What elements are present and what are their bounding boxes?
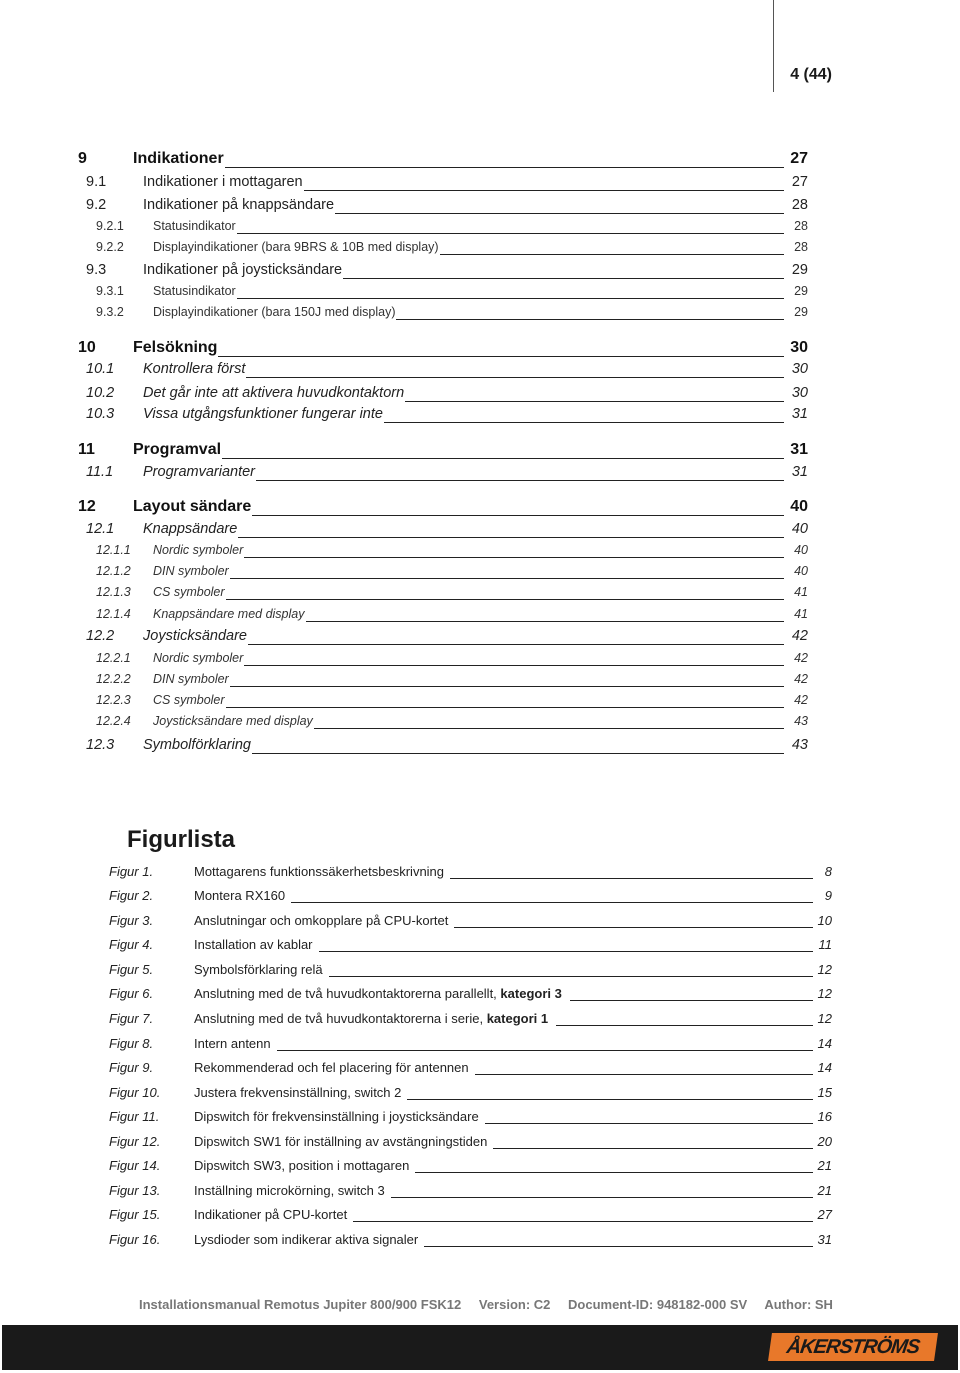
toc-entry[interactable] [0,498,960,518]
figure-title [194,986,562,1001]
figure-page: 12 [817,962,832,977]
toc-leader-line [244,665,784,666]
toc-page: 28 [794,219,808,233]
figure-title [194,1232,418,1247]
figure-title-text: Anslutningar och omkopplare på CPU-kortet [194,913,449,928]
figure-title-text: Mottagarens funktionssäkerhetsbeskrivning [194,864,445,879]
toc-page: 28 [791,197,808,213]
toc-leader-line [246,377,784,378]
figure-leader-line [415,1172,813,1173]
figure-page: 21 [817,1158,832,1173]
figure-leader-line [353,1221,813,1222]
toc-leader-line [304,190,784,191]
toc-page: 28 [794,240,808,254]
toc-entry[interactable] [0,361,960,381]
figure-entry[interactable] [0,1085,960,1105]
toc-entry[interactable] [0,585,960,605]
toc-leader-line [314,728,784,729]
figure-label: Figur 8. [109,1036,154,1051]
toc-number: 10.1 [86,361,115,377]
toc-page: 30 [791,361,808,377]
toc-leader-line [306,621,785,622]
toc-title: DIN symboler [153,672,229,686]
toc-entry[interactable] [0,197,960,217]
figure-leader-line [407,1099,813,1100]
toc-page: 42 [791,628,808,644]
toc-title: Indikationer [133,150,224,167]
figure-leader-line [424,1246,813,1247]
figure-label: Figur 6. [109,986,154,1001]
figure-label: Figur 5. [109,962,154,977]
toc-title: Joysticksändare med display [153,714,313,728]
toc-entry[interactable] [0,693,960,713]
figure-label: Figur 4. [109,937,154,952]
figure-leader-line [450,878,813,879]
toc-page: 31 [790,441,808,458]
toc-title: Kontrollera först [143,361,246,377]
toc-leader-line [230,578,784,579]
toc-leader-line [256,480,784,481]
figure-leader-line [556,1025,813,1026]
figure-entry[interactable] [0,1158,960,1178]
toc-entry[interactable] [0,714,960,734]
toc-title: Knappsändare med display [153,607,305,621]
toc-leader-line [244,557,784,558]
figure-title-text: Symbolsförklaring relä [194,962,323,977]
toc-number: 12.1.3 [96,585,131,599]
figure-label: Figur 12. [109,1134,161,1149]
toc-entry[interactable] [0,464,960,484]
figure-title [194,913,448,928]
figure-entry[interactable] [0,1207,960,1227]
figure-title-text: Inställning microkörning, switch 3 [194,1183,385,1198]
toc-number: 12.2.4 [96,714,131,728]
figure-entry[interactable] [0,986,960,1006]
figure-category: kategori 3 [500,986,562,1001]
toc-number: 9 [78,150,87,167]
figure-leader-line [485,1123,813,1124]
figure-leader-line [493,1148,813,1149]
figure-leader-line [329,976,813,977]
toc-number: 11.1 [86,464,114,480]
figure-page: 27 [817,1207,832,1222]
figure-page: 15 [817,1085,832,1100]
figure-title-text: Indikationer på CPU-kortet [194,1207,348,1222]
toc-leader-line [405,401,784,402]
toc-entry[interactable] [0,174,960,194]
toc-page: 29 [791,262,808,278]
figure-page: 16 [817,1109,832,1124]
footer-author: Author: SH [764,1297,833,1312]
figure-entry[interactable] [0,962,960,982]
figure-title-text: Intern antenn [194,1036,271,1051]
toc-title: Felsökning [133,339,218,356]
footer [139,1297,847,1312]
figure-label: Figur 13. [109,1183,161,1198]
toc-title: Det går inte att aktivera huvudkontaktorn [143,385,405,401]
toc-title: Joysticksändare [143,628,247,644]
figure-page: 14 [817,1036,832,1051]
toc-leader-line [237,298,784,299]
toc-title: Knappsändare [143,521,238,537]
header-divider [773,0,774,92]
toc-title: Layout sändare [133,498,252,515]
figure-label: Figur 7. [109,1011,154,1026]
toc-title: Indikationer på knappsändare [143,197,335,213]
toc-title: Vissa utgångsfunktioner fungerar inte [143,406,383,422]
toc-number: 12.2.3 [96,693,131,707]
toc-leader-line [225,167,784,168]
figure-label: Figur 9. [109,1060,154,1075]
figure-title-text: Montera RX160 [194,888,286,903]
toc-leader-line [440,254,784,255]
figure-label: Figur 1. [109,864,154,879]
toc-title: Nordic symboler [153,543,244,557]
toc-number: 11 [78,441,95,458]
figure-page: 9 [824,888,832,903]
toc-entry[interactable] [0,651,960,671]
toc-page: 29 [794,305,808,319]
toc-leader-line [384,422,784,423]
figure-title [194,1158,409,1173]
toc-number: 12.1.4 [96,607,131,621]
toc-title: Symbolförklaring [143,737,251,753]
toc-title: Programvarianter [143,464,256,480]
figure-page: 11 [818,937,832,952]
toc-title: Displayindikationer (bara 150J med display) [153,305,396,319]
figure-page: 10 [817,913,832,928]
toc-page: 42 [794,672,808,686]
toc-entry[interactable] [0,564,960,584]
toc-number: 12 [78,498,96,515]
figure-title-text: Anslutning med de två huvudkontaktorerna i serie, [194,1011,484,1026]
toc-entry[interactable] [0,219,960,239]
figure-leader-line [277,1050,813,1051]
toc-page: 30 [790,339,808,356]
toc-leader-line [335,213,784,214]
toc-page: 29 [794,284,808,298]
toc-entry[interactable] [0,406,960,426]
toc-leader-line [230,686,784,687]
toc-leader-line [396,319,784,320]
toc-entry[interactable] [0,240,960,260]
figure-entry[interactable] [0,1134,960,1154]
figure-entry[interactable] [0,1060,960,1080]
toc-leader-line [238,537,784,538]
toc-title: CS symboler [153,585,225,599]
figure-title [194,1134,487,1149]
figure-leader-line [570,1000,814,1001]
figure-title [194,937,313,952]
toc-number: 12.3 [86,737,115,753]
figure-entry[interactable] [0,1011,960,1031]
toc-number: 12.1 [86,521,115,537]
toc-number: 10.2 [86,385,115,401]
toc-number: 12.1.2 [96,564,131,578]
toc-leader-line [343,278,784,279]
figure-title-text: Dipswitch SW1 för inställning av avstängningstiden [194,1134,488,1149]
figure-label: Figur 14. [109,1158,161,1173]
toc-title: Programval [133,441,222,458]
toc-number: 9.3 [86,262,107,278]
figure-title [194,888,285,903]
toc-entry[interactable] [0,150,960,170]
toc-page: 27 [791,174,808,190]
figure-page: 31 [817,1232,832,1247]
figure-entry[interactable] [0,1109,960,1129]
toc-leader-line [252,515,784,516]
figure-label: Figur 11. [109,1109,160,1124]
footer-docid: Document-ID: 948182-000 SV [568,1297,748,1312]
figure-entry[interactable] [0,1036,960,1056]
toc-page: 40 [794,543,808,557]
toc-leader-line [226,707,784,708]
figure-leader-line [454,927,813,928]
figure-page: 8 [824,864,832,879]
toc-entry[interactable] [0,672,960,692]
toc-number: 12.2.1 [96,651,131,665]
figure-entry[interactable] [0,937,960,957]
toc-number: 12.2.2 [96,672,131,686]
toc-page: 42 [794,651,808,665]
toc-title: Nordic symboler [153,651,244,665]
toc-title: Statusindikator [153,219,236,233]
figure-title [194,1109,479,1124]
figure-title-text: Dipswitch för frekvensinställning i joysticksändare [194,1109,479,1124]
toc-entry[interactable] [0,305,960,325]
toc-page: 43 [791,737,808,753]
figure-leader-line [291,902,813,903]
toc-entry[interactable] [0,521,960,541]
toc-number: 10 [78,339,96,356]
figure-title [194,1011,548,1026]
figure-leader-line [391,1197,813,1198]
toc-entry[interactable] [0,607,960,627]
figure-title [194,1060,469,1075]
toc-leader-line [248,644,784,645]
toc-entry[interactable] [0,284,960,304]
toc-entry[interactable] [0,628,960,648]
toc-title: DIN symboler [153,564,229,578]
footer-manual: Installationsmanual Remotus Jupiter 800/900 FSK12 [139,1297,462,1312]
toc-page: 30 [791,385,808,401]
toc-number: 9.2 [86,197,107,213]
toc-entry[interactable] [0,339,960,359]
figure-entry[interactable] [0,1183,960,1203]
toc-page: 31 [791,464,808,480]
toc-page: 42 [794,693,808,707]
figure-title [194,1036,271,1051]
toc-page: 43 [794,714,808,728]
toc-title: Indikationer i mottagaren [143,174,303,190]
toc-entry[interactable] [0,385,960,405]
toc-leader-line [237,233,784,234]
figure-leader-line [475,1074,813,1075]
toc-leader-line [226,599,784,600]
figure-label: Figur 2. [109,888,154,903]
figure-label: Figur 15. [109,1207,161,1222]
toc-entry[interactable] [0,737,960,757]
toc-title: CS symboler [153,693,225,707]
figure-title-text: Rekommenderad och fel placering för antennen [194,1060,469,1075]
figure-entry[interactable] [0,864,960,884]
toc-leader-line [252,753,784,754]
figure-label: Figur 3. [109,913,154,928]
toc-number: 9.2.1 [96,219,124,233]
figure-page: 21 [817,1183,832,1198]
toc-title: Displayindikationer (bara 9BRS & 10B med display) [153,240,439,254]
toc-page: 41 [794,607,808,621]
toc-page: 40 [790,498,808,515]
toc-title: Indikationer på joysticksändare [143,262,343,278]
figure-leader-line [319,951,813,952]
page-number: 4 (44) [790,66,832,83]
toc-page: 40 [791,521,808,537]
akerstroms-logo: ÅKERSTRÖMS [768,1333,938,1361]
toc-page: 41 [794,585,808,599]
toc-number: 9.1 [86,174,107,190]
figure-page: 12 [817,986,832,1001]
footer-version: Version: C2 [478,1297,551,1312]
figure-entry[interactable] [0,1232,960,1252]
figure-entry[interactable] [0,888,960,908]
toc-leader-line [222,458,784,459]
figure-category: kategori 1 [486,1011,549,1026]
figure-title [194,962,323,977]
toc-page: 27 [790,150,808,167]
figure-label: Figur 10. [109,1085,161,1100]
figure-page: 12 [817,1011,832,1026]
figure-title [194,1183,385,1198]
toc-entry[interactable] [0,441,960,461]
toc-number: 9.2.2 [96,240,124,254]
toc-number: 12.2 [86,628,115,644]
figure-title [194,864,444,879]
toc-number: 10.3 [86,406,115,422]
toc-entry[interactable] [0,262,960,282]
toc-number: 9.3.2 [96,305,124,319]
toc-page: 31 [791,406,808,422]
figure-title-text: Anslutning med de två huvudkontaktorerna parallellt, [194,986,497,1001]
figure-title-text: Justera frekvensinställning, switch 2 [194,1085,402,1100]
toc-entry[interactable] [0,543,960,563]
toc-leader-line [218,356,784,357]
toc-page: 40 [794,564,808,578]
figure-title [194,1085,401,1100]
toc-title: Statusindikator [153,284,236,298]
figure-title [194,1207,347,1222]
figures-heading: Figurlista [127,826,236,853]
figure-label: Figur 16. [109,1232,161,1247]
figure-page: 14 [817,1060,832,1075]
figure-entry[interactable] [0,913,960,933]
figure-title-text: Installation av kablar [194,937,313,952]
toc-number: 9.3.1 [96,284,124,298]
figure-page: 20 [817,1134,832,1149]
toc-number: 12.1.1 [96,543,131,557]
figure-title-text: Lysdioder som indikerar aktiva signaler [194,1232,419,1247]
figure-title-text: Dipswitch SW3, position i mottagaren [194,1158,410,1173]
